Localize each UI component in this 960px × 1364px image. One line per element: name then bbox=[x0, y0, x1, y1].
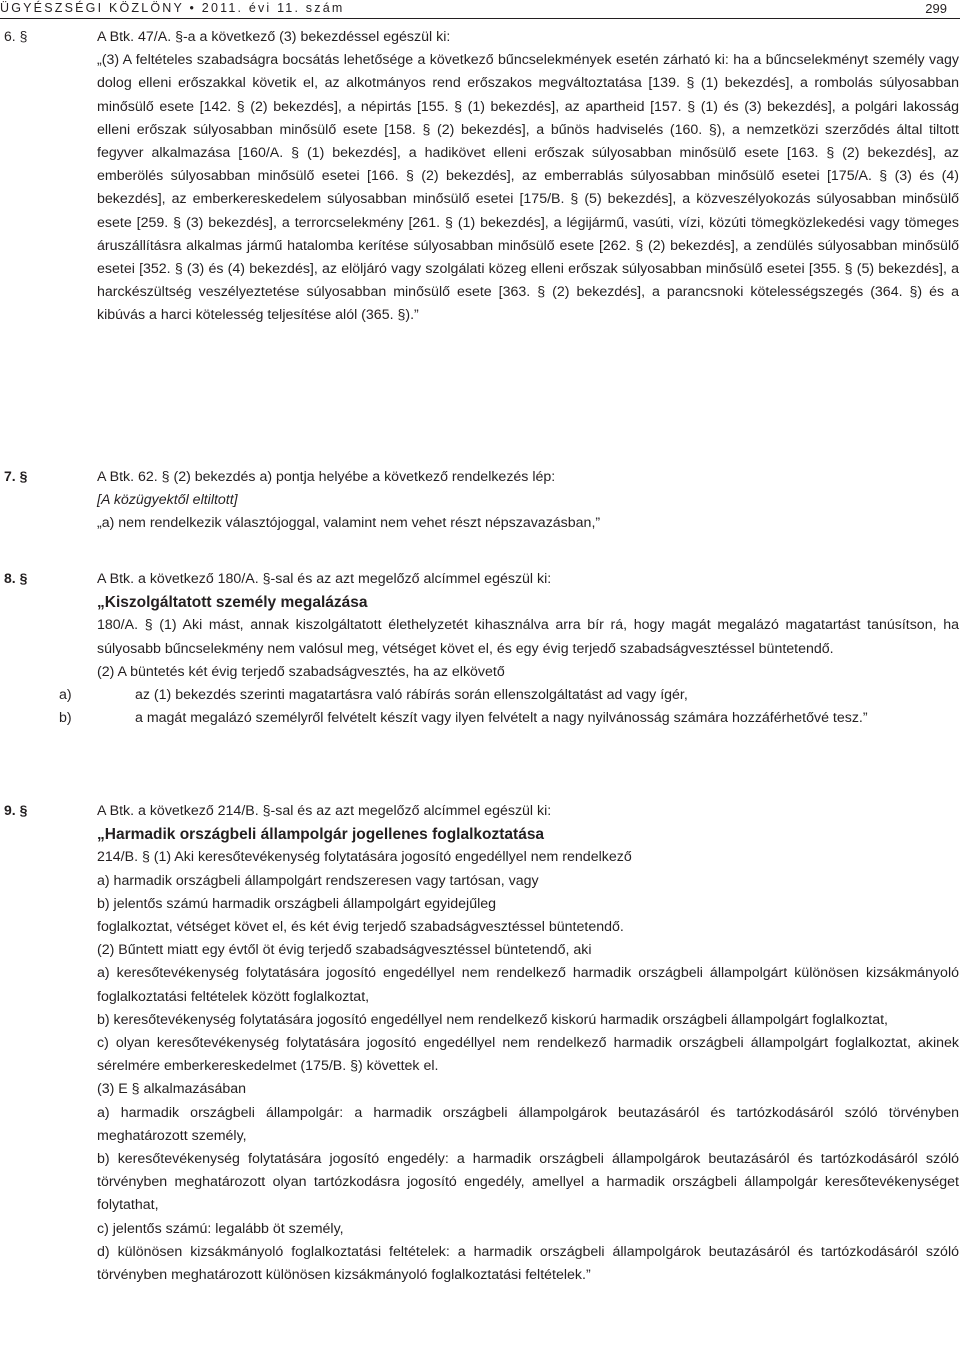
section-number: 6. § bbox=[4, 28, 28, 44]
issue-label: 2011. évi 11. szám bbox=[201, 1, 345, 15]
section-intro: A Btk. 47/A. §-a a következő (3) bekezdéssel egészül ki: bbox=[97, 29, 451, 45]
section-number: 7. § bbox=[4, 468, 28, 484]
page-number: 299 bbox=[925, 1, 947, 16]
section-intro: A Btk. a következő 180/A. §-sal és az azt megelőző alcímmel egészül ki: bbox=[97, 571, 552, 587]
journal-title: ÜGYÉSZSÉGI KÖZLÖNY • 2011. évi 11. szám bbox=[0, 1, 345, 15]
text-line: a) harmadik országbeli állampolgár: a harmadik országbeli állampolgárok beutazásáról és tartózkodásáról szóló törvényben meghatározott személy, bbox=[97, 1104, 959, 1144]
running-header bbox=[0, 0, 960, 18]
list-item: b) a magát megalázó személyről felvételt készít vagy ilyen felvételt a nagy nyilvánosság számára hozzáférhetővé tesz.” bbox=[59, 710, 868, 727]
list-item: a) az (1) bekezdés szerinti magatartásra való rábírás során ellenszolgáltatást ad vagy ígér, bbox=[59, 687, 688, 704]
section-body bbox=[59, 568, 959, 730]
section-body bbox=[97, 466, 959, 536]
header-rule bbox=[0, 18, 960, 19]
section-body bbox=[97, 800, 959, 1287]
section-body bbox=[97, 26, 959, 328]
text-line: (3) E § alkalmazásában bbox=[97, 1081, 247, 1098]
subtitle-heading: „Harmadik országbeli állampolgár jogellenes foglalkoztatása bbox=[97, 826, 545, 844]
amendment-text: „(3) A feltételes szabadságra bocsátás lehetősége a következő bűncselekmények esetén zárható ki: ha a bűncselekményt személy vagy dolog elleni erőszakkal követik el, az alkotmányos rend erőszakos megváltoztatása [139. § (1) bekezdés], a rombolás súlyosabban minősülő esete [142. § (2) bekezdés], a népirtás [155. § (1) bekezdés], az apartheid [157. § (1) és (3) bekezdés], a polgári lakosság elleni erőszak súlyosabban minősülő esete [158. § (2) bekezdés], a bűnös hadviselés (160. §), a nemzetközi szerződés által tiltott fegyver alkalmazása [160/A. § (1) bekezdés], a hadikövet elleni erőszak súlyosabban minősülő esete [163. § (2) bekezdés], az emberölés súlyosabban minősülő esetei [166. § (2) bekezdés], az emberrablás súlyosabban minősülő esetei [175/A. § (3) és (4) bekezdés], az emberkereskedelem súlyosabban minősülő esetei [175/B. § (5) bekezdés], a közveszélyokozás súlyosabban minősülő esete [259. § (3) bekezdés], a terrorcselekmény [261. § (1) bekezdés], a légijármű, vasúti, vízi, közúti tömegközlekedési vagy tömeges áruszállításra alkalmas jármű hatalomba kerítése súlyosabban minősülő esete [262. § (2) bekezdés], a zendülés súlyosabban minősülő esetei [352. § (3) és (4) bekezdés], az elöljáró vagy szolgálati közeg elleni erőszak súlyosabban minősülő esetei [355. § (5) bekezdés], a harckészültség veszélyeztetése súlyosabban minősülő esete [363. § (2) bekezdés], a parancsnoki kötelességszegés (364. §) és a kibúvás a harci kötelesség teljesítése alól (365. §).” bbox=[97, 52, 959, 324]
replacement-item: „a) nem rendelkezik választójoggal, valamint nem vehet részt népszavazásban,” bbox=[97, 515, 601, 532]
text-line: c) olyan keresőtevékenység folytatására jogosító engedéllyel nem rendelkező harmadik országbeli állampolgárt foglalkoztat, akinek sérelmére emberkereskedelmet (175/B. §) követtek el. bbox=[97, 1035, 959, 1075]
subtitle-heading: „Kiszolgáltatott személy megalázása bbox=[97, 594, 368, 612]
text-line: a) harmadik országbeli állampolgárt rendszeresen vagy tartósan, vagy bbox=[97, 872, 539, 889]
section-number: 9. § bbox=[4, 802, 28, 818]
text-line: b) keresőtevékenység folytatására jogosító engedéllyel nem rendelkező kiskorú harmadik országbeli állampolgárt foglalkoztat, bbox=[97, 1011, 888, 1028]
journal-name: ÜGYÉSZSÉGI KÖZLÖNY bbox=[0, 1, 184, 15]
section-intro: A Btk. a következő 214/B. §-sal és az azt megelőző alcímmel egészül ki: bbox=[97, 803, 552, 819]
section-number: 8. § bbox=[4, 570, 28, 586]
text-line: b) jelentős számú harmadik országbeli állampolgárt egyidejűleg bbox=[97, 895, 497, 912]
paragraph-1: 180/A. § (1) Aki mást, annak kiszolgáltatott élethelyzetét kihasználva arra bír rá, hogy magát megalázó magatartást tanúsítson, ha súlyosabb bűncselekmény nem valósul meg, vétséget követ el, és egy évig terjedő szabadságvesztéssel büntetendő. bbox=[97, 617, 959, 657]
text-line: (2) Bűntett miatt egy évtől öt évig terjedő szabadságvesztéssel büntetendő, aki bbox=[97, 942, 592, 959]
bracket-context: [A közügyektől eltiltott] bbox=[97, 492, 238, 509]
text-line: 214/B. § (1) Aki keresőtevékenység folytatására jogosító engedéllyel nem rendelkező bbox=[97, 849, 632, 866]
text-line: d) különösen kizsákmányoló foglalkoztatási feltételek: a harmadik országbeli állampolgárok beutazásáról és tartózkodásáról szóló törvényben meghatározott különösen kizsákmányoló foglalkoztatási feltételek.” bbox=[97, 1243, 959, 1284]
text-line: c) jelentős számú: legalább öt személy, bbox=[97, 1220, 344, 1237]
text-line: a) keresőtevékenység folytatására jogosító engedéllyel nem rendelkező harmadik országbeli állampolgárt különösen kizsákmányoló foglalkoztatási feltételek között foglalkoztat, bbox=[97, 965, 959, 1005]
section-intro: A Btk. 62. § (2) bekezdés a) pontja helyébe a következő rendelkezés lép: bbox=[97, 469, 556, 485]
text-line: foglalkoztat, vétséget követ el, és két évig terjedő szabadságvesztéssel büntetendő. bbox=[97, 919, 624, 936]
paragraph-2: (2) A büntetés két évig terjedő szabadságvesztés, ha az elkövető bbox=[97, 663, 505, 680]
text-line: b) keresőtevékenység folytatására jogosító engedély: a harmadik országbeli állampolgárok beutazásáról és tartózkodásáról szóló törvényben meghatározott olyan tartózkodásra jogosító engedély, amellyel a harmadik országbeli állampolgár keresőtevékenységet folytathat, bbox=[97, 1151, 959, 1214]
